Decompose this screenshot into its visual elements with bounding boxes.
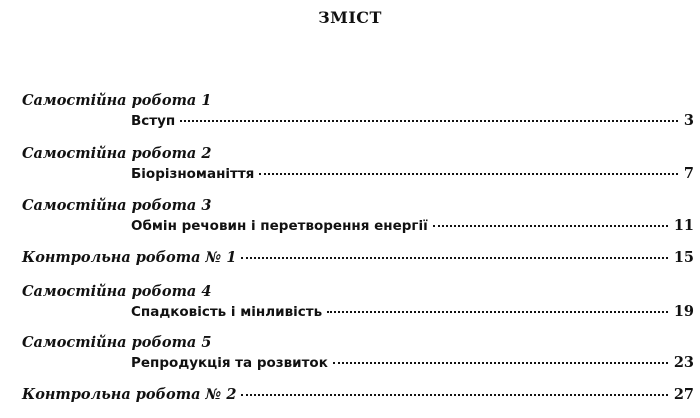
toc-entry[interactable] bbox=[22, 385, 694, 405]
section-header: Самостійна робота 1 bbox=[22, 92, 212, 109]
toc-page-number: 7 bbox=[683, 165, 694, 182]
toc-entry-title: Обмін речовин і перетворення енергії bbox=[131, 218, 428, 234]
page-title: ЗМІСТ bbox=[318, 8, 382, 27]
toc-entry[interactable] bbox=[131, 216, 694, 236]
toc-entry-title: Біорізноманіття bbox=[131, 166, 255, 182]
toc-entry[interactable] bbox=[131, 302, 694, 322]
toc-entry-title: Контрольна робота № 1 bbox=[22, 249, 237, 266]
toc-entry-title: Контрольна робота № 2 bbox=[22, 386, 237, 403]
toc-entry[interactable] bbox=[22, 248, 694, 268]
dot-leader bbox=[180, 120, 678, 122]
dot-leader bbox=[241, 394, 667, 396]
toc-page-number: 11 bbox=[673, 217, 694, 234]
dot-leader bbox=[259, 173, 678, 175]
dot-leader bbox=[433, 225, 668, 227]
toc-entry[interactable] bbox=[131, 111, 694, 131]
dot-leader bbox=[333, 362, 668, 364]
dot-leader bbox=[327, 311, 668, 313]
toc-page-number: 3 bbox=[683, 112, 694, 129]
toc-entry-title: Вступ bbox=[131, 113, 176, 129]
toc-entry-title: Репродукція та розвиток bbox=[131, 355, 328, 371]
toc-entry-title: Спадковість і мінливість bbox=[131, 304, 323, 320]
toc-entry[interactable] bbox=[131, 353, 694, 373]
section-header: Самостійна робота 2 bbox=[22, 145, 212, 162]
toc-entry[interactable] bbox=[131, 164, 694, 184]
dot-leader bbox=[241, 257, 667, 259]
section-header: Самостійна робота 5 bbox=[22, 334, 212, 351]
toc-page-number: 23 bbox=[673, 354, 694, 371]
toc-page-number: 15 bbox=[673, 249, 694, 266]
toc-page-number: 27 bbox=[673, 386, 694, 403]
toc-page-number: 19 bbox=[673, 303, 694, 320]
section-header: Самостійна робота 4 bbox=[22, 283, 212, 300]
section-header: Самостійна робота 3 bbox=[22, 197, 212, 214]
